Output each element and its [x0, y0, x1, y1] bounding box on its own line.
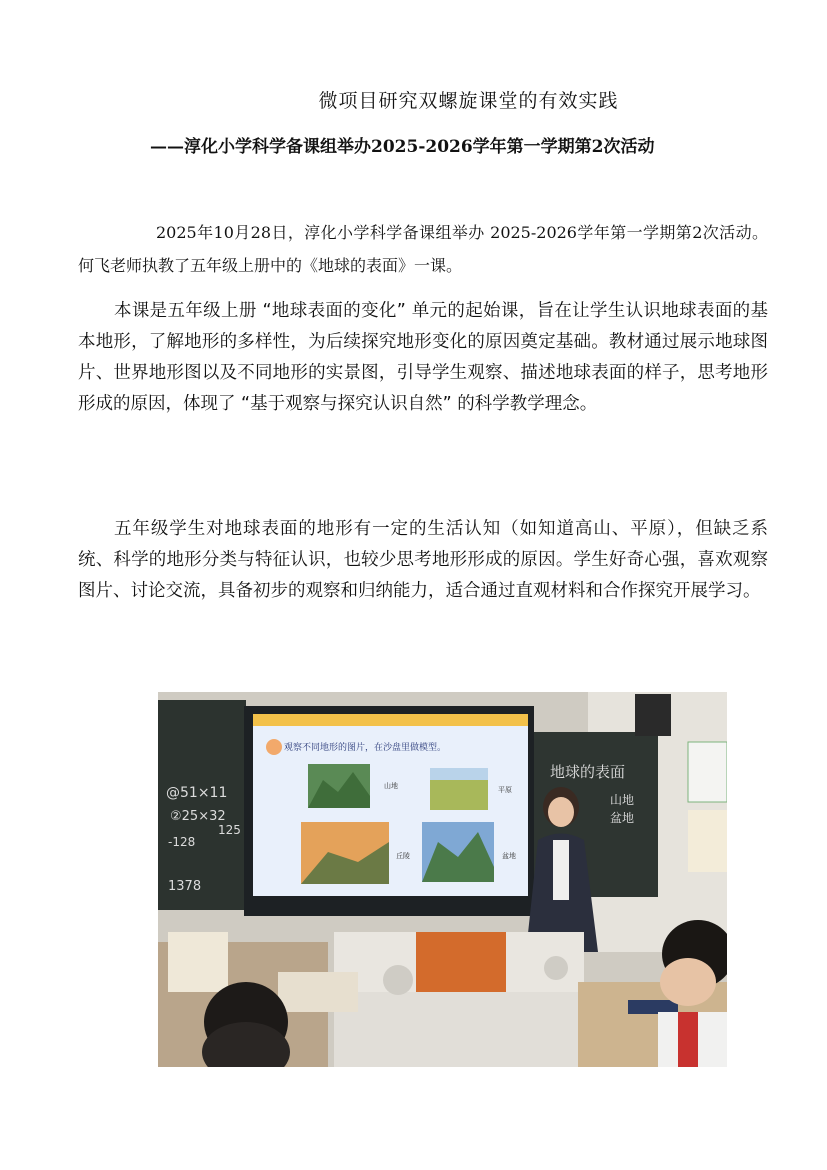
screen-prompt: 观察不同地形的图片，在沙盘里做模型。 — [284, 743, 447, 753]
svg-text:山地: 山地 — [610, 793, 635, 807]
paragraph-2: 本课是五年级上册 “地球表面的变化” 单元的起始课，旨在让学生认识地球表面的基本地形，了解地形的多样性，为后续探究地形变化的原因奠定基础。教材通过展示地球图片、世界地形图以及不同地形的实景图，引导学生观察、描述地球表面的样子，思考地形形成的原因，体现了 “基于观察与探究认识自然” 的科学教学理念。 — [78, 301, 768, 414]
screen-label-basin: 盆地 — [502, 852, 516, 860]
svg-text:②25×32: ②25×32 — [170, 809, 226, 824]
svg-text:盆地: 盆地 — [610, 811, 635, 825]
page-subtitle: ——淳化小学科学备课组举办2025-2026学年第一学期第2次活动 — [150, 137, 655, 157]
page-title: 微项目研究双螺旋课堂的有效实践 — [318, 90, 619, 112]
screen-label-plain: 平原 — [498, 786, 512, 794]
svg-text:-128: -128 — [168, 835, 196, 849]
paragraph-1: 2025年10月28日，淳化小学科学备课组举办 2025-2026学年第一学期第2次活动。何飞老师执教了五年级上册中的《地球的表面》一课。 — [78, 223, 768, 275]
svg-text:1378: 1378 — [168, 879, 202, 894]
svg-text:125: 125 — [218, 823, 241, 837]
svg-text:@51×11: @51×11 — [166, 785, 228, 801]
screen-label-mountain: 山地 — [384, 782, 398, 790]
paragraph-3: 五年级学生对地球表面的地形有一定的生活认知（如知道高山、平原），但缺乏系统、科学的地形分类与特征认识，也较少思考地形形成的原因。学生好奇心强，喜欢观察图片、讨论交流，具备初步的观察和归纳能力，适合通过直观材料和合作探究开展学习。 — [78, 519, 768, 601]
classroom-photo — [158, 692, 727, 1067]
screen-label-hills: 丘陵 — [396, 852, 410, 860]
svg-text:地球的表面: 地球的表面 — [550, 763, 626, 781]
